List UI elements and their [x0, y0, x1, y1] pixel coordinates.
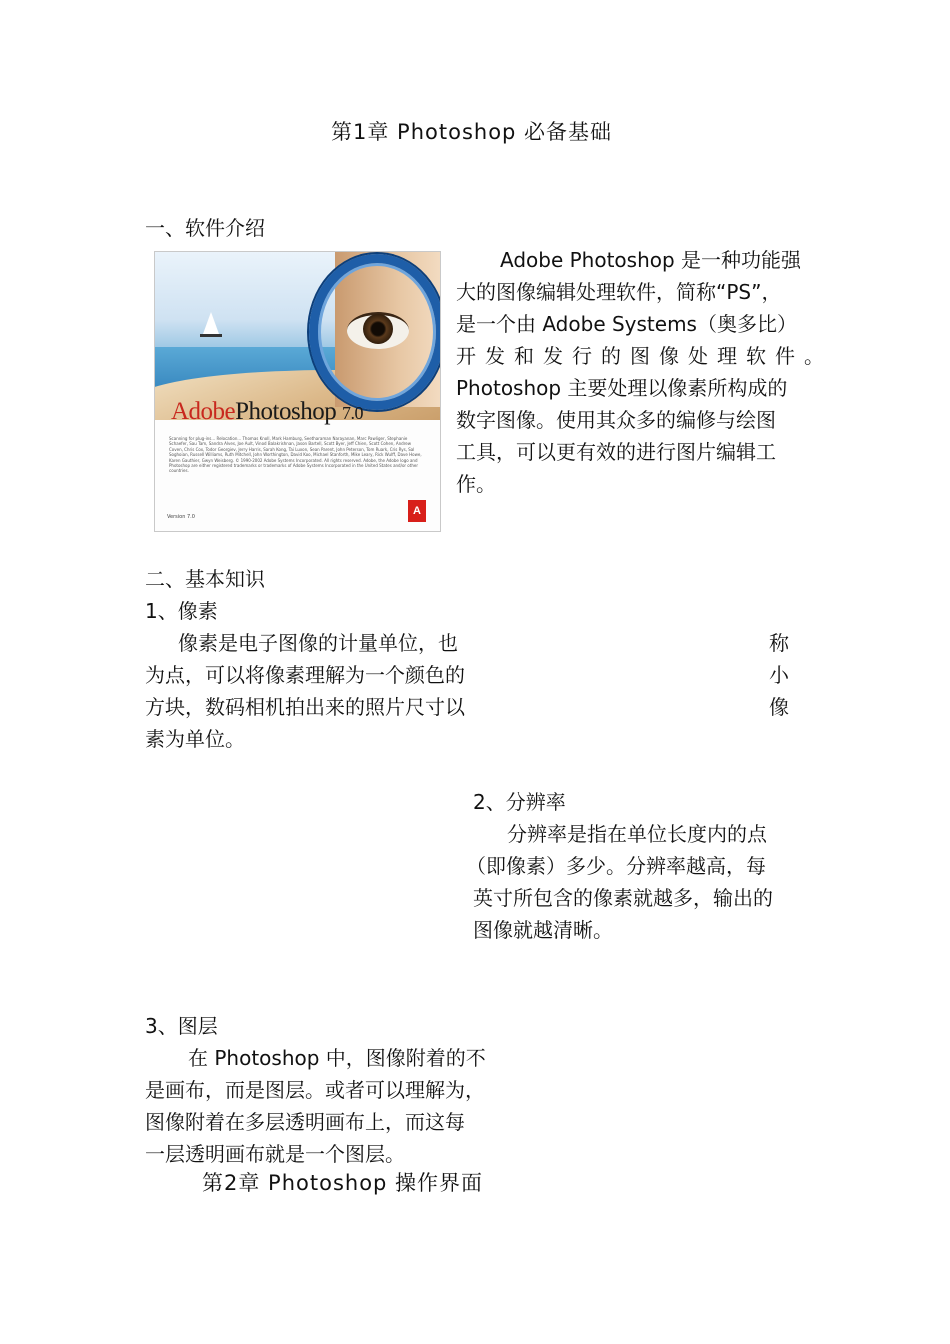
paragraph-line: 是一个由 Adobe Systems（奥多比）: [456, 312, 797, 336]
chapter-2-title: 第2章 Photoshop 操作界面: [202, 1171, 484, 1195]
paragraph-line: 作。: [456, 472, 496, 496]
paragraph-line: 开发和发行的图像处理软件。: [456, 344, 833, 368]
paragraph-line: Photoshop 主要处理以像素所构成的: [456, 376, 788, 400]
paragraph-line: 分辨率是指在单位长度内的点: [507, 822, 767, 846]
paragraph-line: 一层透明画布就是一个图层。: [145, 1142, 405, 1166]
paragraph-line: 大的图像编辑处理软件，简称“PS”，: [456, 280, 782, 304]
layer-heading: 3、图层: [145, 1014, 218, 1038]
paragraph-line: 是画布，而是图层。或者可以理解为，: [145, 1078, 485, 1102]
paragraph-line: （即像素）多少。分辨率越高，每: [466, 854, 766, 878]
photoshop-logo: AdobePhotoshop 7.0: [171, 398, 363, 425]
paragraph-line: 为点，可以将像素理解为一个颜色的: [145, 663, 465, 687]
paragraph-line: 数字图像。使用其众多的编修与绘图: [456, 408, 776, 432]
resolution-heading: 2、分辨率: [473, 790, 566, 814]
paragraph-line: 图像就越清晰。: [473, 918, 613, 942]
splash-credits: Scanning for plug-ins... Relocation... Thomas Knoll, Mark Hamburg, Seetharaman Narayanan, Marc Pawliger, Stephanie Schaefer, Sau Tam, Sandra Alves, Joe Ault, Vinod Balakrishnan, Jason Bartell, Scott Byer, Jeff Chien, Scott Cohen, Andrew Coven, Chris Cox, Todor Georgiev, Jerry Harris, Sarah Kong, Tai Luxon, Sean Parent, John Peterson, Tom Ruark, Cris Rys, Sal Soghoian, Russell Williams, Ruth Mitchell, John Worthington, David Koo, Michael Stanforth, Mike Leary, Rick Wulff, Dave Howe, Karen Gauthier, Gwyn Weisberg. © 1990-2002 Adobe Systems Incorporated. All rights reserved. Adobe, the Adobe logo and Photoshop are either registered trademarks or trademarks of Adobe Systems Incorporated in the United States and/or other countries.: [169, 436, 422, 474]
splash-version-label: Version 7.0: [167, 514, 195, 520]
overflow-char: 称: [769, 631, 789, 655]
paragraph-line: 方块，数码相机拍出来的照片尺寸以: [145, 695, 465, 719]
overflow-char: 像: [769, 695, 789, 719]
paragraph-line: 像素是电子图像的计量单位，也: [178, 631, 458, 655]
photoshop-splash-image: [154, 251, 441, 532]
section-2-heading: 二、基本知识: [145, 567, 265, 591]
overflow-char: 小: [769, 663, 789, 687]
lens-ring-icon: [309, 254, 441, 410]
paragraph-line: 在 Photoshop 中，图像附着的不: [188, 1046, 486, 1070]
paragraph-line: 工具，可以更有效的进行图片编辑工: [456, 440, 776, 464]
chapter-1-title: 第1章 Photoshop 必备基础: [331, 120, 613, 144]
paragraph-line: Adobe Photoshop 是一种功能强: [500, 248, 802, 272]
adobe-logo-icon: A: [408, 500, 426, 522]
paragraph-line: 图像附着在多层透明画布上，而这每: [145, 1110, 465, 1134]
pixel-heading: 1、像素: [145, 599, 218, 623]
section-1-heading: 一、软件介绍: [145, 216, 265, 240]
sailboat-icon: [203, 312, 219, 334]
paragraph-line: 素为单位。: [145, 727, 245, 751]
paragraph-line: 英寸所包含的像素就越多，输出的: [473, 886, 773, 910]
